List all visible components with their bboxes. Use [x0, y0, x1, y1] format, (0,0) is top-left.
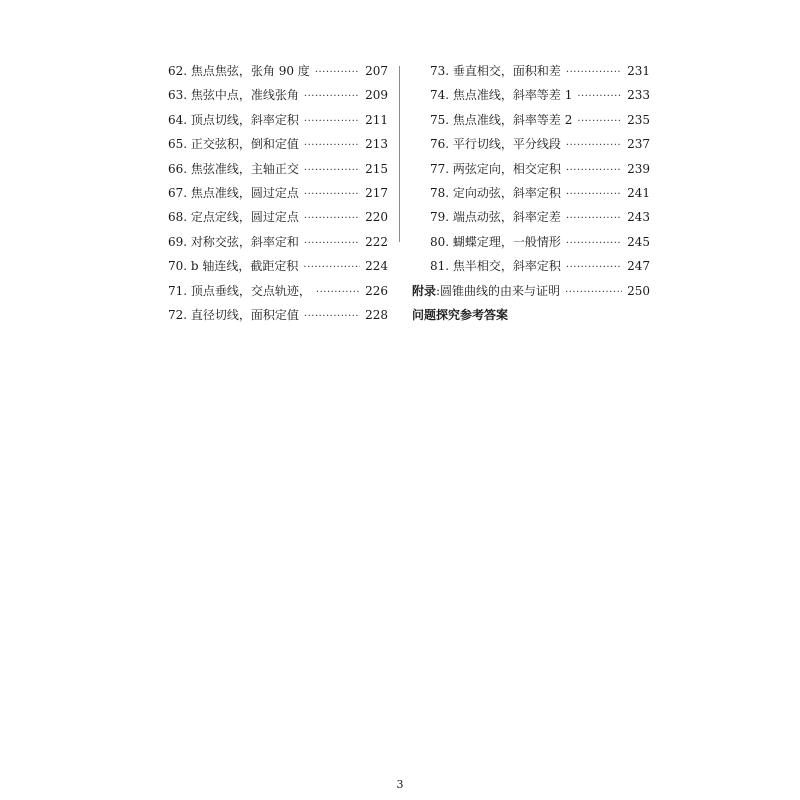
toc-entry-page: 215 — [365, 161, 388, 176]
toc-entry[interactable] — [168, 282, 388, 306]
toc-entry[interactable] — [412, 160, 650, 184]
appendix-title-text: :圆锥曲线的由来与证明 — [436, 283, 561, 298]
toc-entry-page: 247 — [627, 259, 650, 274]
dot-leader — [303, 262, 360, 273]
toc-entry-page: 241 — [627, 185, 650, 200]
toc-entry[interactable] — [412, 135, 650, 159]
toc-entry-page: 224 — [365, 259, 388, 274]
dot-leader — [304, 91, 360, 102]
toc-entry-title: 67. 焦点准线，圆过定点 — [168, 185, 299, 200]
dot-leader — [304, 140, 360, 151]
dot-leader — [304, 189, 360, 200]
toc-entry[interactable] — [168, 257, 388, 281]
toc-entry-page: 222 — [365, 234, 388, 249]
toc-entry-title: 69. 对称交弦，斜率定和 — [168, 234, 299, 249]
toc-entry[interactable] — [168, 306, 388, 330]
toc-entry-title: 74. 焦点准线，斜率等差 1 — [430, 88, 573, 103]
toc-entry-page: 231 — [627, 64, 650, 78]
dot-leader — [304, 238, 360, 249]
toc-entry[interactable] — [412, 184, 650, 208]
column-divider — [399, 66, 400, 242]
toc-entry[interactable] — [168, 208, 388, 232]
toc-entry[interactable] — [412, 62, 650, 86]
dot-leader — [304, 165, 360, 176]
dot-leader — [304, 213, 360, 224]
toc-entry-page: 243 — [627, 210, 650, 225]
dot-leader — [566, 238, 622, 249]
toc-entry-title: 81. 焦半相交，斜率定积 — [430, 259, 561, 274]
toc-entry-page: 245 — [627, 234, 650, 249]
toc-entry[interactable] — [168, 86, 388, 110]
dot-leader — [566, 213, 622, 224]
toc-entry-title: 65. 正交弦积，倒和定值 — [168, 137, 299, 152]
dot-leader — [566, 67, 622, 78]
toc-entry-page: 235 — [627, 112, 650, 127]
toc-entry-title: 73. 垂直相交，面积和差 — [430, 64, 561, 78]
dot-leader — [566, 262, 622, 273]
toc-entry[interactable] — [412, 86, 650, 110]
toc-entry[interactable] — [168, 160, 388, 184]
toc-entry-title: 77. 两弦定向，相交定积 — [430, 161, 561, 176]
toc-entry-title: 70. b 轴连线，截距定积 — [168, 259, 299, 274]
dot-leader — [316, 287, 360, 298]
toc-entry-appendix[interactable] — [412, 282, 650, 306]
toc-left-column — [168, 62, 388, 330]
toc-entry[interactable] — [168, 135, 388, 159]
toc-entry-page: 211 — [365, 112, 388, 127]
dot-leader — [304, 116, 360, 127]
toc-entry-title: 71. 顶点垂线，交点轨迹， — [168, 283, 311, 298]
dot-leader — [566, 189, 622, 200]
toc-entry-title: 75. 焦点准线，斜率等差 2 — [430, 112, 573, 127]
toc-entry-title: 76. 平行切线，平分线段 — [430, 137, 561, 152]
dot-leader — [566, 140, 622, 151]
toc-entry-title: 78. 定向动弦，斜率定积 — [430, 185, 561, 200]
toc-entry-title: 66. 焦弦准线，主轴正交 — [168, 161, 299, 176]
toc-entry-title: 64. 顶点切线，斜率定积 — [168, 112, 299, 127]
dot-leader — [566, 165, 622, 176]
toc-entry-page: 207 — [365, 64, 388, 78]
dot-leader — [577, 91, 622, 102]
toc-entry[interactable] — [168, 184, 388, 208]
toc-entry-title: 68. 定点定线，圆过定点 — [168, 210, 299, 225]
toc-entry-page: 233 — [627, 88, 650, 103]
toc-entry[interactable] — [412, 208, 650, 232]
toc-entry-answers[interactable] — [412, 306, 650, 330]
dot-leader — [304, 311, 360, 322]
page-number: 3 — [396, 778, 404, 791]
toc-entry-title: 63. 焦弦中点，准线张角 — [168, 88, 299, 103]
toc-entry[interactable] — [168, 111, 388, 135]
toc-entry[interactable] — [412, 233, 650, 257]
toc-entry-page: 209 — [365, 88, 388, 103]
toc-right-column — [412, 62, 650, 330]
dot-leader — [577, 116, 622, 127]
toc-entry[interactable] — [412, 257, 650, 281]
toc-entry-page: 213 — [365, 137, 388, 152]
toc-entry-title: 80. 蝴蝶定理，一般情形 — [430, 234, 561, 249]
toc-entry-page: 226 — [365, 283, 388, 298]
toc-entry-page: 220 — [365, 210, 388, 225]
toc-entry-page: 237 — [627, 137, 650, 152]
toc-entry-page: 239 — [627, 161, 650, 176]
toc-entry[interactable] — [168, 233, 388, 257]
toc-entry-page: 250 — [627, 283, 650, 298]
appendix-title — [412, 282, 560, 299]
toc-entry[interactable] — [168, 62, 388, 86]
toc-entry-title: 79. 端点动弦，斜率定差 — [430, 210, 561, 225]
toc-entry-page: 217 — [365, 185, 388, 200]
toc-entry-title: 72. 直径切线，面积定值 — [168, 307, 299, 322]
answers-title: 问题探究参考答案 — [412, 307, 509, 322]
toc-entry-page: 228 — [365, 307, 388, 322]
dot-leader — [315, 67, 360, 78]
toc-entry-title: 62. 焦点焦弦，张角 90 度 — [168, 64, 310, 78]
dot-leader — [565, 287, 622, 298]
appendix-label: 附录 — [412, 283, 437, 298]
toc-entry[interactable] — [412, 111, 650, 135]
